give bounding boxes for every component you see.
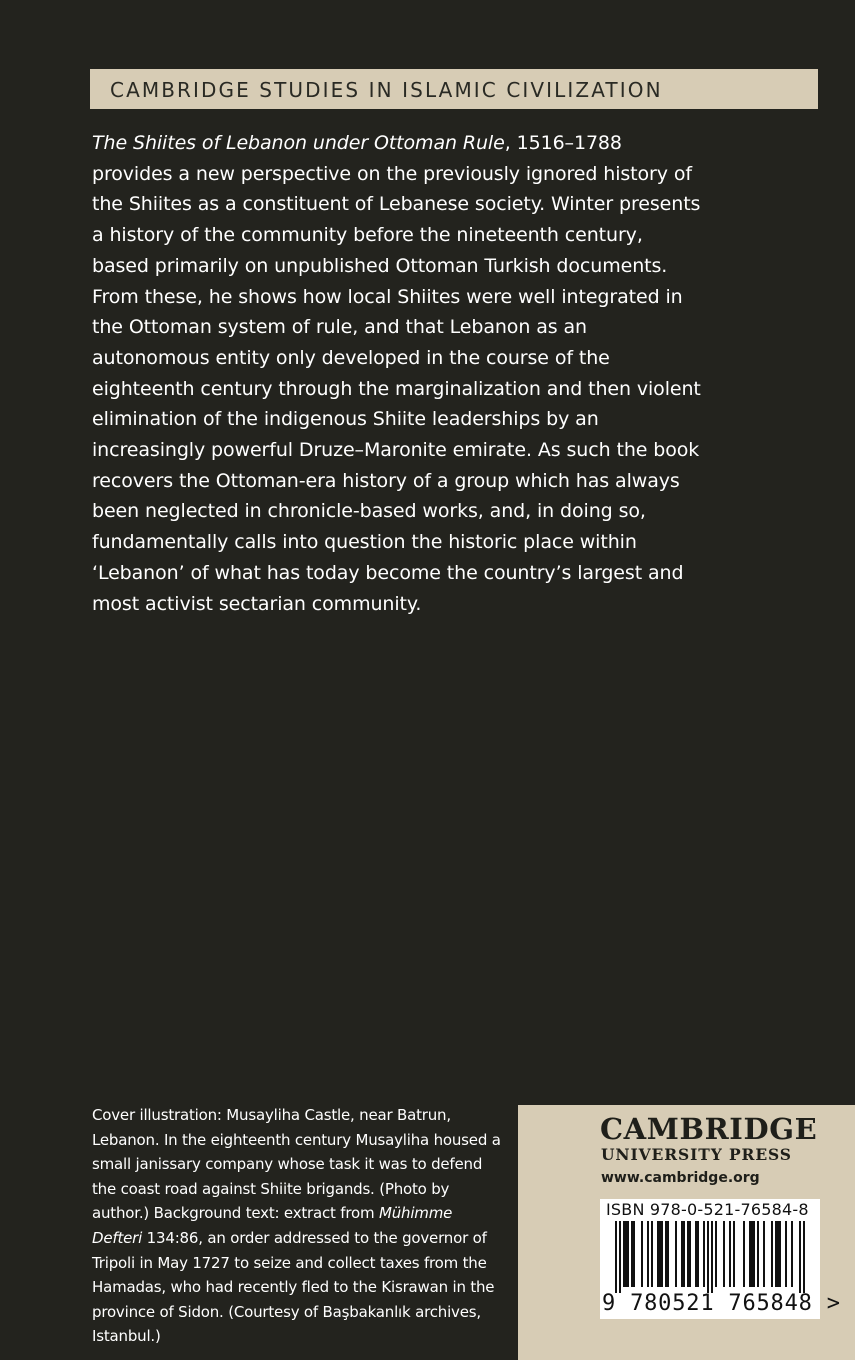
publisher-press: UNIVERSITY PRESS <box>601 1145 792 1164</box>
barcode-bar <box>631 1221 633 1287</box>
series-band <box>90 69 818 109</box>
barcode-bar <box>659 1221 661 1287</box>
isbn-label: ISBN 978-0-521-76584-8 <box>606 1200 809 1219</box>
barcode-bar <box>683 1221 685 1287</box>
barcode-bar <box>661 1221 663 1287</box>
book-title: The Shiites of Lebanon under Ottoman Rule <box>92 132 505 154</box>
barcode-bar <box>715 1221 717 1287</box>
credit-text-2: 134:86, an order addressed to the governor of Tripoli in May 1727 to seize and collect taxes from the Hamadas, who had recently fled to the Kisrawan in the province of Sidon. (Courtesy of Başbakanlık archives, Istanbul.) <box>92 1228 495 1346</box>
publisher-panel <box>518 1105 855 1360</box>
barcode-bar <box>729 1221 731 1287</box>
barcode-digits: 9 780521 765848 > <box>602 1291 841 1316</box>
barcode-bar <box>779 1221 781 1287</box>
barcode-bar <box>753 1221 755 1287</box>
barcode-bar <box>803 1221 805 1293</box>
barcode-bar <box>633 1221 635 1287</box>
series-title: CAMBRIDGE STUDIES IN ISLAMIC CIVILIZATION <box>110 78 663 102</box>
barcode-bar <box>775 1221 777 1287</box>
barcode-bar <box>625 1221 627 1287</box>
barcode-bar <box>751 1221 753 1287</box>
barcode-bar <box>627 1221 629 1287</box>
barcode-bar <box>681 1221 683 1287</box>
barcode-bar <box>697 1221 699 1287</box>
barcode-bar <box>749 1221 751 1287</box>
barcode-bar <box>777 1221 779 1287</box>
blurb-text: provides a new perspective on the previously ignored history of the Shiites as a constituent of Lebanese society. Winter presents a history of the community before the nineteenth century, based primarily on unpublished Ottoman Turkish documents. From these, he shows how local Shiites were well integrated in the Ottoman system of rule, and that Lebanon as an autonomous entity only developed in the course of the eighteenth century through the marginalization and then violent elimination of the indigenous Shiite leaderships by an increasingly powerful Druze–Maronite emirate. As such the book recovers the Ottoman-era history of a group which has always been neglected in chronicle-based works, and, in doing so, fundamentally calls into question the historic place within ‘Lebanon’ of what has today become the country’s largest and most activist sectarian community. <box>92 162 701 615</box>
barcode-bar <box>665 1221 667 1287</box>
barcode-box <box>600 1199 841 1319</box>
barcode-bar <box>689 1221 691 1287</box>
barcode-bar <box>799 1221 801 1293</box>
barcode-bar <box>619 1221 621 1293</box>
credit-source: Mühimme Defteri <box>92 1204 453 1247</box>
barcode-bar <box>657 1221 659 1287</box>
barcode-bar <box>723 1221 725 1287</box>
barcode-bar <box>647 1221 649 1287</box>
barcode-bars <box>608 1221 812 1293</box>
barcode-bar <box>703 1221 705 1287</box>
barcode-bar <box>771 1221 773 1287</box>
barcode-bar <box>707 1221 709 1293</box>
barcode-bar <box>763 1221 765 1287</box>
barcode-bar <box>675 1221 677 1287</box>
blurb-paragraph <box>92 128 702 619</box>
barcode-bar <box>757 1221 759 1287</box>
barcode-bar <box>695 1221 697 1287</box>
barcode-bar <box>615 1221 617 1293</box>
book-dates: , 1516–1788 <box>504 132 622 154</box>
barcode-bar <box>743 1221 745 1287</box>
barcode-bar <box>711 1221 713 1293</box>
barcode-bar <box>651 1221 653 1287</box>
barcode-bar <box>687 1221 689 1287</box>
credit-text-1: Cover illustration: Musayliha Castle, near Batrun, Lebanon. In the eighteenth century Musayliha housed a small janissary company whose task it was to defend the coast road against Shiite brigands. (Photo by author.) Background text: extract from <box>92 1106 501 1223</box>
barcode-bar <box>791 1221 793 1287</box>
credit-paragraph <box>92 1103 502 1349</box>
barcode-bar <box>641 1221 643 1287</box>
barcode-bar <box>785 1221 787 1287</box>
barcode-bar <box>623 1221 625 1287</box>
barcode-bar <box>733 1221 735 1287</box>
publisher-url: www.cambridge.org <box>601 1170 760 1186</box>
barcode-bar <box>667 1221 669 1287</box>
publisher-name: CAMBRIDGE <box>600 1112 818 1146</box>
cover-credit <box>92 1103 502 1349</box>
blurb <box>92 128 702 619</box>
